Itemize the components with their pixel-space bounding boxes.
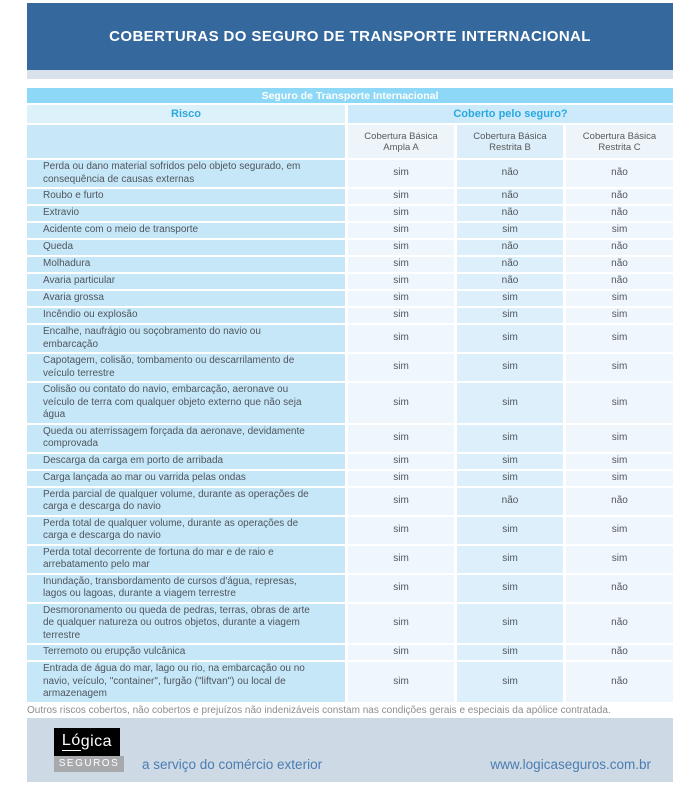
risk-cell: Roubo e furto	[27, 189, 345, 204]
risk-cell: Carga lançada ao mar ou varrida pelas ondas	[27, 471, 345, 486]
risk-cell: Desmoronamento ou queda de pedras, terras, obras de arte de qualquer natureza ou outros objetos, durante a viagem terrestre	[27, 604, 345, 644]
coverage-value: sim	[348, 662, 454, 702]
risk-cell: Perda ou dano material sofridos pelo objeto segurado, em consequência de causas externas	[27, 160, 345, 187]
risk-cell: Queda ou aterrissagem forçada da aeronave, devidamente comprovada	[27, 425, 345, 452]
coverage-value: sim	[348, 645, 454, 660]
coverage-value: sim	[457, 575, 563, 602]
coverage-value: sim	[348, 471, 454, 486]
coverage-value: não	[566, 160, 673, 187]
disclaimer-note: Outros riscos cobertos, não cobertos e prejuízos não indenizáveis constam nas condições gerais e especiais da apólice contratada.	[27, 704, 611, 716]
coverage-value: sim	[457, 354, 563, 381]
risk-cell: Capotagem, colisão, tombamento ou descarrilamento de veículo terrestre	[27, 354, 345, 381]
coverage-value: não	[566, 662, 673, 702]
coverage-value: sim	[348, 546, 454, 573]
coverage-value: sim	[566, 546, 673, 573]
coverage-value: sim	[348, 206, 454, 221]
risk-cell: Encalhe, naufrágio ou soçobramento do navio ou embarcação	[27, 325, 345, 352]
logo-wordmark-rest: gica	[80, 732, 113, 750]
coverage-value: não	[566, 488, 673, 515]
coverage-value: sim	[348, 517, 454, 544]
coverage-value: não	[457, 274, 563, 289]
logica-seguros-logo	[54, 728, 124, 772]
coverage-value: sim	[348, 383, 454, 423]
coverage-value: sim	[457, 604, 563, 644]
top-banner	[27, 3, 673, 70]
coverage-value: sim	[348, 354, 454, 381]
coverage-value: sim	[566, 383, 673, 423]
coverage-value: sim	[457, 662, 563, 702]
coverage-value: não	[566, 240, 673, 255]
risk-cell: Queda	[27, 240, 345, 255]
coverage-value: não	[566, 189, 673, 204]
coverage-value: sim	[348, 425, 454, 452]
risk-cell: Molhadura	[27, 257, 345, 272]
risk-cell: Avaria grossa	[27, 291, 345, 306]
risk-cell: Colisão ou contato do navio, embarcação, aeronave ou veículo de terra com qualquer objeto externo que não seja água	[27, 383, 345, 423]
coverage-value: sim	[457, 383, 563, 423]
table-caption: Seguro de Transporte Internacional	[27, 88, 673, 103]
risk-column-header: Risco	[27, 105, 345, 123]
coverage-value: sim	[566, 425, 673, 452]
coverage-value: sim	[457, 291, 563, 306]
coverage-value: sim	[348, 488, 454, 515]
subheader-spacer	[27, 125, 345, 158]
risk-cell: Perda parcial de qualquer volume, durante as operações de carga e descarga do navio	[27, 488, 345, 515]
coverage-value: não	[566, 604, 673, 644]
coverage-value: não	[457, 257, 563, 272]
coverage-value: sim	[457, 546, 563, 573]
coverage-value: não	[566, 257, 673, 272]
logo-wordmark	[54, 728, 120, 756]
coverage-value: sim	[566, 308, 673, 323]
coverage-value: sim	[457, 645, 563, 660]
logo-wordmark-underlined: Ló	[61, 732, 81, 749]
coverage-value: sim	[348, 604, 454, 644]
coverage-value: não	[457, 160, 563, 187]
coverage-value: não	[566, 206, 673, 221]
coverage-value: sim	[566, 517, 673, 544]
risk-cell: Incêndio ou explosão	[27, 308, 345, 323]
column-header-ampla-a: Cobertura Básica Ampla A	[348, 125, 454, 158]
coverage-value: sim	[566, 354, 673, 381]
coverage-value: não	[457, 488, 563, 515]
coverage-value: sim	[348, 274, 454, 289]
coverage-value: não	[457, 189, 563, 204]
column-header-restrita-b: Cobertura Básica Restrita B	[457, 125, 563, 158]
risk-cell: Acidente com o meio de transporte	[27, 223, 345, 238]
page	[27, 3, 673, 782]
column-header-restrita-c: Cobertura Básica Restrita C	[566, 125, 673, 158]
covered-by-insurance-header: Coberto pelo seguro?	[348, 105, 673, 123]
coverage-value: sim	[457, 308, 563, 323]
risk-cell: Perda total decorrente de fortuna do mar e de raio e arrebatamento pelo mar	[27, 546, 345, 573]
risk-cell: Inundação, transbordamento de cursos d'água, represas, lagos ou lagoas, durante a viagem terrestre	[27, 575, 345, 602]
coverage-value: sim	[348, 291, 454, 306]
coverage-value: sim	[348, 257, 454, 272]
logo-seguros-label: SEGUROS	[54, 756, 124, 772]
risk-cell: Extravio	[27, 206, 345, 221]
risk-cell: Entrada de água do mar, lago ou rio, na embarcação ou no navio, veículo, "container", furgão ("liftvan") ou local de armazenagem	[27, 662, 345, 702]
coverage-value: sim	[566, 223, 673, 238]
coverage-value: sim	[348, 240, 454, 255]
coverage-value: sim	[566, 291, 673, 306]
page-title: COBERTURAS DO SEGURO DE TRANSPORTE INTERNACIONAL	[109, 28, 591, 45]
coverage-value: sim	[457, 223, 563, 238]
risk-cell: Terremoto ou erupção vulcânica	[27, 645, 345, 660]
divider-strip	[27, 70, 673, 79]
coverage-value: sim	[457, 471, 563, 486]
coverage-table	[27, 88, 673, 702]
footer-tagline: a serviço do comércio exterior	[142, 756, 323, 772]
coverage-value: sim	[348, 308, 454, 323]
coverage-value: sim	[457, 425, 563, 452]
website-link[interactable]: www.logicaseguros.com.br	[490, 756, 651, 772]
coverage-value: sim	[348, 223, 454, 238]
risk-cell: Avaria particular	[27, 274, 345, 289]
coverage-value: sim	[348, 189, 454, 204]
coverage-value: sim	[566, 454, 673, 469]
coverage-value: não	[566, 575, 673, 602]
coverage-value: sim	[348, 325, 454, 352]
coverage-value: sim	[457, 325, 563, 352]
coverage-value: não	[457, 206, 563, 221]
coverage-value: sim	[566, 471, 673, 486]
coverage-value: sim	[348, 160, 454, 187]
coverage-value: sim	[566, 325, 673, 352]
risk-cell: Perda total de qualquer volume, durante as operações de carga e descarga do navio	[27, 517, 345, 544]
coverage-value: sim	[348, 575, 454, 602]
coverage-value: não	[566, 645, 673, 660]
risk-cell: Descarga da carga em porto de arribada	[27, 454, 345, 469]
coverage-value: sim	[457, 517, 563, 544]
coverage-value: não	[566, 274, 673, 289]
coverage-value: sim	[348, 454, 454, 469]
coverage-value: sim	[457, 454, 563, 469]
footer-band	[27, 718, 673, 782]
coverage-value: não	[457, 240, 563, 255]
